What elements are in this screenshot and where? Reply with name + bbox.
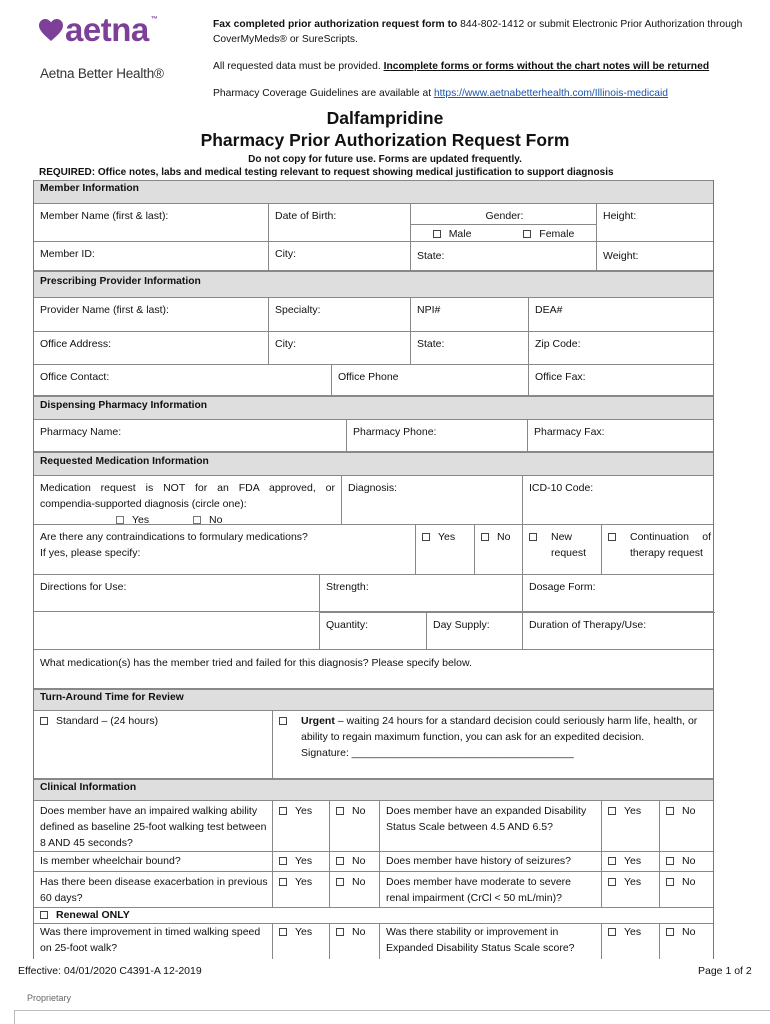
page-edge	[14, 1010, 770, 1024]
non-fda-no-checkbox[interactable]	[193, 516, 201, 524]
question-renal-impairment: Does member have moderate to severe renal impairment (CrCl < 50 mL/min)?	[379, 872, 601, 907]
walking-improvement-yes-checkbox[interactable]	[279, 928, 287, 936]
member-row-2	[34, 242, 713, 271]
continuation-option: Continuation of therapy request	[601, 525, 715, 574]
clinical-row-3: Has there been disease exacerbation in previous 60 days? Yes No Does member have moderate to severe renal impairment (CrCl < 50 mL/min)? Yes No	[34, 872, 713, 908]
pharmacy-phone-field[interactable]: Pharmacy Phone:	[346, 420, 527, 451]
standard-option: Standard – (24 hours)	[34, 711, 272, 778]
clinical-row-2: Is member wheelchair bound? Yes No Does member have history of seizures? Yes No	[34, 852, 713, 872]
provider-state-field[interactable]: State:	[410, 332, 528, 364]
prior-auth-form	[33, 180, 714, 959]
member-id-field[interactable]: Member ID:	[40, 248, 95, 260]
diagnosis-field[interactable]: Diagnosis:	[341, 476, 522, 524]
member-row-1	[34, 204, 713, 242]
weight-field[interactable]: Weight:	[596, 242, 715, 270]
section-dispensing-pharmacy: Dispensing Pharmacy Information	[34, 396, 713, 420]
clinical-row-4: Was there improvement in timed walking speed on 25-foot walk? Yes No Was there stability or improvement in Expanded Disability Status Scale score? Yes No	[34, 924, 713, 959]
form-title: Pharmacy Prior Authorization Request Form	[200, 130, 570, 150]
continuation-checkbox[interactable]	[608, 533, 616, 541]
renewal-only-label: Renewal ONLY	[34, 908, 715, 923]
strength-field[interactable]: Strength:	[319, 575, 522, 611]
renewal-checkbox[interactable]	[40, 911, 48, 919]
height-field[interactable]: Height:	[596, 204, 715, 241]
directions-field[interactable]: Directions for Use:	[40, 581, 127, 593]
renewal-row	[34, 908, 713, 924]
quantity-field[interactable]: Quantity:	[319, 612, 426, 649]
logo-trademark: ™	[150, 16, 158, 23]
question-exacerbation: Has there been disease exacerbation in previous 60 days?	[40, 876, 268, 904]
section-turnaround-time: Turn-Around Time for Review	[34, 689, 713, 711]
new-request-checkbox[interactable]	[529, 533, 537, 541]
question-edss-range: Does member have an expanded Disability Status Scale between 4.5 AND 6.5?	[379, 801, 601, 851]
member-name-field[interactable]: Member Name (first & last):	[40, 210, 169, 222]
guidelines-link[interactable]: https://www.aetnabetterhealth.com/Illinois-medicaid	[433, 88, 669, 99]
edss-stability-no-checkbox[interactable]	[666, 928, 674, 936]
member-state-field[interactable]: State:	[410, 242, 596, 270]
edss-stability-yes-checkbox[interactable]	[608, 928, 616, 936]
specialty-field[interactable]: Specialty:	[268, 298, 410, 331]
question-edss-stability: Was there stability or improvement in Expanded Disability Status Scale score?	[379, 924, 601, 959]
non-fda-yes-checkbox[interactable]	[116, 516, 124, 524]
exacerbation-no-checkbox[interactable]	[336, 878, 344, 886]
seizures-no-checkbox[interactable]	[666, 857, 674, 865]
clinical-row-1: Does member have an impaired walking ability defined as baseline 25-foot walking test between 8 AND 45 seconds? Yes No Does member have an expanded Disability Status Scale between 4.5 AND 6.5? Yes No	[34, 801, 713, 852]
provider-name-field[interactable]: Provider Name (first & last):	[40, 304, 169, 316]
aetna-logo	[38, 11, 168, 48]
wheelchair-yes-checkbox[interactable]	[279, 857, 287, 865]
medication-row-3	[34, 575, 713, 612]
office-phone-field[interactable]: Office Phone	[331, 365, 528, 395]
pharmacy-fax-field[interactable]: Pharmacy Fax:	[527, 420, 715, 451]
renal-yes-checkbox[interactable]	[608, 878, 616, 886]
provider-row-3	[34, 365, 713, 396]
walking-ability-no-checkbox[interactable]	[336, 807, 344, 815]
date-of-birth-field[interactable]: Date of Birth:	[268, 204, 410, 241]
day-supply-field[interactable]: Day Supply:	[426, 612, 522, 649]
pharmacy-name-field[interactable]: Pharmacy Name:	[40, 426, 122, 438]
new-request-option: New request	[522, 525, 601, 574]
contraindications-no: No	[474, 525, 522, 574]
pharmacy-row	[34, 420, 713, 452]
medication-row-1	[34, 476, 713, 525]
urgent-option: Urgent – waiting 24 hours for a standard decision could seriously harm life, health, or ability to regain maximum function, you can ask for an expedited decision. Signature: ______________________________________	[272, 711, 715, 778]
copy-note: Do not copy for future use. Forms are updated frequently.	[248, 154, 522, 165]
section-clinical-information: Clinical Information	[34, 779, 713, 801]
standard-checkbox[interactable]	[40, 717, 48, 725]
icd10-code-field[interactable]: ICD-10 Code:	[522, 476, 715, 524]
section-member-information: Member Information	[34, 180, 713, 204]
female-checkbox[interactable]	[523, 230, 531, 238]
office-fax-field[interactable]: Office Fax:	[528, 365, 715, 395]
proprietary-label: Proprietary	[27, 993, 72, 1003]
npi-field[interactable]: NPI#	[410, 298, 528, 331]
turnaround-row	[34, 711, 713, 779]
contraindications-no-checkbox[interactable]	[481, 533, 489, 541]
office-contact-field[interactable]: Office Contact:	[40, 371, 110, 383]
walking-ability-yes-checkbox[interactable]	[279, 807, 287, 815]
duration-field[interactable]: Duration of Therapy/Use:	[522, 612, 715, 649]
dosage-form-field[interactable]: Dosage Form:	[522, 575, 715, 611]
seizures-yes-checkbox[interactable]	[608, 857, 616, 865]
effective-date: Effective: 04/01/2020 C4391-A 12-2019	[18, 965, 202, 977]
signature-line[interactable]: Signature: ______________________________________	[301, 747, 574, 759]
required-docs-note: REQUIRED: Office notes, labs and medical testing relevant to request showing medical justification to support diagnosis	[39, 167, 614, 178]
logo-subtitle: Aetna Better Health®	[40, 66, 164, 81]
logo-wordmark: aetna	[65, 11, 149, 48]
provider-row-2	[34, 332, 713, 365]
guidelines-notice: Pharmacy Coverage Guidelines are available at https://www.aetnabetterhealth.com/Illinois-medicaid	[213, 88, 669, 99]
contraindications-question: Are there any contraindications to formulary medications? If yes, please specify:	[40, 531, 308, 559]
wheelchair-no-checkbox[interactable]	[336, 857, 344, 865]
drug-title: Dalfampridine	[326, 108, 444, 128]
provider-city-field[interactable]: City:	[268, 332, 410, 364]
member-city-field[interactable]: City:	[268, 242, 410, 270]
edss-range-no-checkbox[interactable]	[666, 807, 674, 815]
urgent-checkbox[interactable]	[279, 717, 287, 725]
provider-row-1	[34, 298, 713, 332]
required-data-notice: All requested data must be provided. Incomplete forms or forms without the chart notes will be returned	[213, 61, 710, 72]
page-number: Page 1 of 2	[698, 965, 752, 977]
heart-icon	[38, 18, 64, 42]
header-instructions	[213, 17, 743, 113]
fax-instructions: Fax completed prior authorization request form to 844-802-1412 or submit Electronic Prior Authorization through CoverMyMeds® or SureScripts.	[213, 19, 743, 45]
zip-code-field[interactable]: Zip Code:	[528, 332, 715, 364]
walking-improvement-no-checkbox[interactable]	[336, 928, 344, 936]
office-address-field[interactable]: Office Address:	[40, 338, 112, 350]
section-requested-medication: Requested Medication Information	[34, 452, 713, 476]
dea-field[interactable]: DEA#	[528, 298, 715, 331]
medication-row-2	[34, 525, 713, 575]
gender-field: Gender: Male Female	[410, 204, 596, 241]
contraindications-yes: Yes	[415, 525, 474, 574]
question-wheelchair: Is member wheelchair bound?	[40, 855, 181, 867]
question-walking-ability: Does member have an impaired walking ability defined as baseline 25-foot walking test between 8 AND 45 seconds?	[40, 805, 267, 849]
edss-range-yes-checkbox[interactable]	[608, 807, 616, 815]
male-checkbox[interactable]	[433, 230, 441, 238]
section-prescribing-provider: Prescribing Provider Information	[34, 271, 713, 298]
non-fda-diagnosis-question: Medication request is NOT for an FDA approved, or compendia-supported diagnosis (circle one): Yes No	[40, 482, 335, 526]
exacerbation-yes-checkbox[interactable]	[279, 878, 287, 886]
question-walking-improvement: Was there improvement in timed walking speed on 25-foot walk?	[40, 926, 261, 954]
tried-failed-field[interactable]: What medication(s) has the member tried and failed for this diagnosis? Please specify below.	[34, 649, 713, 689]
contraindications-yes-checkbox[interactable]	[422, 533, 430, 541]
medication-row-4	[34, 612, 713, 649]
question-seizures: Does member have history of seizures?	[379, 852, 601, 871]
renal-no-checkbox[interactable]	[666, 878, 674, 886]
